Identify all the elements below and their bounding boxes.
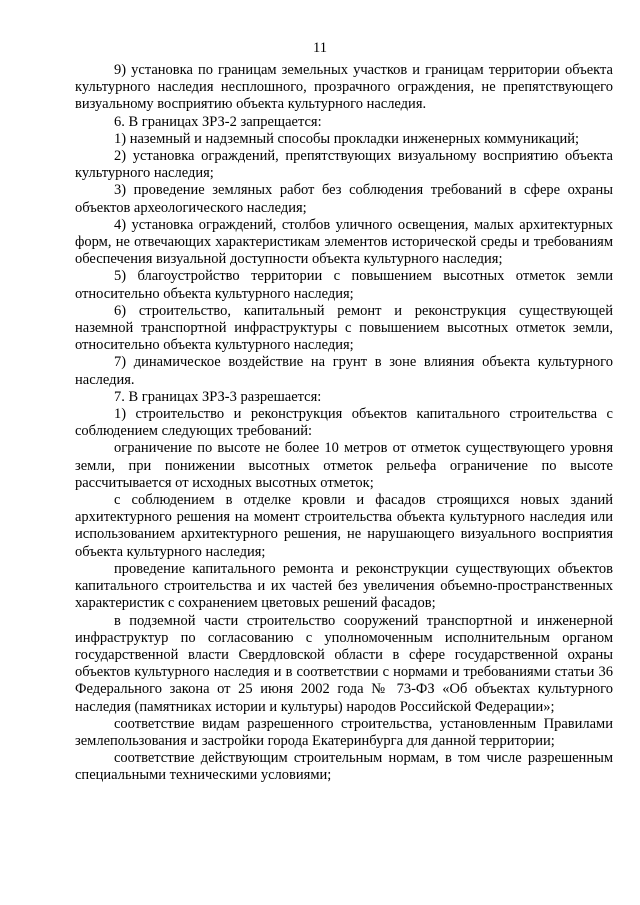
paragraph-zrz3-item-1: 1) строительство и реконструкция объектов капитального строительства с соблюдением следующих требований: (75, 406, 613, 440)
paragraph-zrz2-item-5: 5) благоустройство территории с повышением высотных отметок земли относительно объекта культурного наследия; (75, 268, 613, 302)
paragraph-zrz2-item-3: 3) проведение земляных работ без соблюдения требований в сфере охраны объектов археологического наследия; (75, 182, 613, 216)
requirement-permitted-use: соответствие видам разрешенного строительства, установленным Правилами землепользования и застройки города Екатеринбурга для данной территории; (75, 715, 613, 749)
paragraph-zrz2-item-7: 7) динамическое воздействие на грунт в зоне влияния объекта культурного наследия. (75, 354, 613, 388)
paragraph-zrz2-item-2: 2) установка ограждений, препятствующих визуальному восприятию объекта культурного наследия; (75, 148, 613, 182)
section-7-heading: 7. В границах ЗРЗ-3 разрешается: (114, 388, 322, 405)
requirement-height-limit: ограничение по высоте не более 10 метров от отметок существующего уровня земли, при понижении высотных отметок рельефа ограничение по высоте рассчитывается от исходных высотных отметок; (75, 440, 613, 491)
paragraph-zrz2-item-6: 6) строительство, капитальный ремонт и реконструкция существующей наземной транспортной инфраструктуры с повышением высотных отметок земли, относительно объекта культурного наследия; (75, 302, 613, 354)
paragraph-zrz2-item-1: 1) наземный и надземный способы прокладки инженерных коммуникаций; (114, 130, 580, 147)
paragraph-zrz2-item-4: 4) установка ограждений, столбов уличного освещения, малых архитектурных форм, не отвечающих характеристикам элементов исторической среды и требованиям обеспечения визуальной доступности объекта культурного наследия; (75, 216, 613, 268)
requirement-underground: в подземной части строительство сооружений транспортной и инженерной инфраструктур по согласованию с уполномоченным исполнительным органом государственной власти Свердловской области в сфере государственной охраны объектов культурного наследия и в соответствии с нормами и требованиями статьи 36 Федерального закона от 25 июня 2002 года № 73-ФЗ «Об объектах культурного наследия (памятниках истории и культуры) народов Российской Федерации»; (75, 612, 613, 715)
section-6-heading: 6. В границах ЗРЗ-2 запрещается: (114, 113, 322, 130)
requirement-building-norms: соответствие действующим строительным нормам, в том числе разрешенным специальными техническими условиями; (75, 750, 613, 784)
document-body (75, 62, 613, 785)
requirement-capital-repair: проведение капитального ремонта и реконструкции существующих объектов капитального строительства и их частей без увеличения объемно-пространственных характеристик с сохранением цветовых решений фасадов; (75, 560, 613, 612)
paragraph-item-9: 9) установка по границам земельных участков и границам территории объекта культурного наследия несплошного, прозрачного ограждения, не препятствующего визуальному восприятию объекта культурного наследия. (75, 62, 613, 113)
page-number: 11 (313, 40, 327, 56)
requirement-roof-facade: с соблюдением в отделке кровли и фасадов строящихся новых зданий архитектурного решения на момент строительства объекта культурного наследия или использованием архитектурного решения, не нарушающего визуального восприятия объекта культурного наследия; (75, 492, 613, 560)
